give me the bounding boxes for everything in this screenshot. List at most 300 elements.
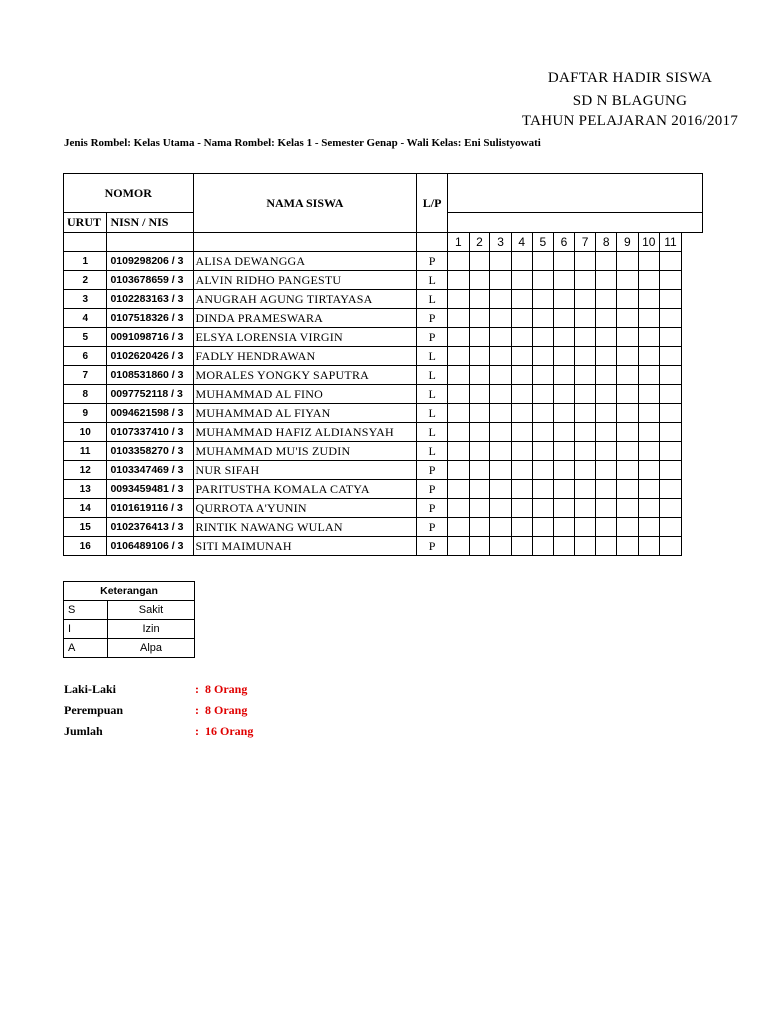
- day-number-cell: 7: [574, 233, 596, 252]
- attendance-cell: [596, 347, 617, 366]
- attendance-cell: [511, 461, 532, 480]
- attendance-cell: [469, 404, 490, 423]
- attendance-cell: [574, 290, 596, 309]
- student-name: MUHAMMAD AL FIYAN: [193, 404, 417, 423]
- student-nisn: 0103347469 / 3: [107, 461, 193, 480]
- attendance-cell: [638, 290, 659, 309]
- attendance-cell: [638, 271, 659, 290]
- student-gender: P: [417, 252, 448, 271]
- student-number: 4: [64, 309, 107, 328]
- attendance-cell: [574, 404, 596, 423]
- student-name: MORALES YONGKY SAPUTRA: [193, 366, 417, 385]
- table-row: [64, 442, 703, 461]
- attendance-cell: [659, 366, 681, 385]
- attendance-cell: [490, 518, 512, 537]
- table-row: [64, 290, 703, 309]
- attendance-cell: [511, 271, 532, 290]
- attendance-cell: [532, 499, 554, 518]
- attendance-cell: [469, 499, 490, 518]
- attendance-cell: [554, 442, 575, 461]
- attendance-cell: [511, 328, 532, 347]
- attendance-cell: [469, 537, 490, 556]
- attendance-cell: [532, 290, 554, 309]
- student-name: MUHAMMAD HAFIZ ALDIANSYAH: [193, 423, 417, 442]
- student-gender: P: [417, 499, 448, 518]
- attendance-cell: [490, 461, 512, 480]
- student-number: 1: [64, 252, 107, 271]
- student-nisn: 0103358270 / 3: [107, 442, 193, 461]
- attendance-cell: [554, 328, 575, 347]
- attendance-cell: [448, 347, 470, 366]
- attendance-cell: [574, 366, 596, 385]
- student-name: PARITUSTHA KOMALA CATYA: [193, 480, 417, 499]
- attendance-cell: [617, 404, 639, 423]
- student-gender: P: [417, 328, 448, 347]
- student-number: 16: [64, 537, 107, 556]
- attendance-cell: [659, 290, 681, 309]
- attendance-cell: [659, 347, 681, 366]
- attendance-cell: [617, 480, 639, 499]
- day-number-cell: 1: [448, 233, 470, 252]
- student-number: 7: [64, 366, 107, 385]
- attendance-cell: [554, 347, 575, 366]
- attendance-cell: [511, 423, 532, 442]
- student-number: 8: [64, 385, 107, 404]
- attendance-cell: [659, 404, 681, 423]
- lp-header: L/P: [417, 174, 448, 233]
- attendance-cell: [554, 309, 575, 328]
- attendance-cell: [574, 518, 596, 537]
- nama-header: NAMA SISWA: [193, 174, 417, 233]
- attendance-subheader: [448, 213, 703, 233]
- attendance-cell: [617, 271, 639, 290]
- attendance-cell: [490, 499, 512, 518]
- attendance-cell: [532, 423, 554, 442]
- attendance-cell: [490, 385, 512, 404]
- student-nisn: 0102283163 / 3: [107, 290, 193, 309]
- student-nisn: 0101619116 / 3: [107, 499, 193, 518]
- attendance-cell: [532, 442, 554, 461]
- attendance-cell: [448, 328, 470, 347]
- attendance-cell: [532, 461, 554, 480]
- attendance-cell: [532, 366, 554, 385]
- attendance-cell: [574, 252, 596, 271]
- attendance-cell: [469, 347, 490, 366]
- attendance-cell: [448, 252, 470, 271]
- attendance-cell: [532, 404, 554, 423]
- student-number: 6: [64, 347, 107, 366]
- attendance-cell: [448, 537, 470, 556]
- attendance-cell: [596, 271, 617, 290]
- attendance-cell: [596, 499, 617, 518]
- attendance-cell: [554, 480, 575, 499]
- attendance-cell: [469, 480, 490, 499]
- nomor-header: NOMOR: [64, 174, 194, 213]
- attendance-cell: [490, 309, 512, 328]
- attendance-cell: [574, 537, 596, 556]
- student-name: QURROTA A'YUNIN: [193, 499, 417, 518]
- attendance-cell: [659, 480, 681, 499]
- attendance-cell: [490, 290, 512, 309]
- student-nisn: 0107337410 / 3: [107, 423, 193, 442]
- attendance-cell: [617, 423, 639, 442]
- attendance-cell: [617, 366, 639, 385]
- attendance-cell: [490, 442, 512, 461]
- attendance-cell: [511, 404, 532, 423]
- nisn-header: NISN / NIS: [107, 213, 193, 233]
- table-row: [64, 537, 703, 556]
- attendance-cell: [532, 328, 554, 347]
- day-number-cell: 4: [511, 233, 532, 252]
- attendance-cell: [617, 537, 639, 556]
- student-gender: L: [417, 385, 448, 404]
- attendance-cell: [574, 461, 596, 480]
- attendance-cell: [659, 252, 681, 271]
- attendance-cell: [469, 423, 490, 442]
- attendance-cell: [596, 442, 617, 461]
- attendance-cell: [532, 518, 554, 537]
- summary-value: 16 Orang: [205, 724, 254, 738]
- student-number: 15: [64, 518, 107, 537]
- attendance-cell: [511, 537, 532, 556]
- student-nisn: 0093459481 / 3: [107, 480, 193, 499]
- attendance-cell: [490, 366, 512, 385]
- student-number: 13: [64, 480, 107, 499]
- student-nisn: 0097752118 / 3: [107, 385, 193, 404]
- attendance-cell: [511, 252, 532, 271]
- school-name: SD N BLAGUNG: [572, 93, 688, 109]
- summary-female: [64, 703, 247, 718]
- student-name: MUHAMMAD AL FINO: [193, 385, 417, 404]
- attendance-cell: [469, 290, 490, 309]
- attendance-cell: [448, 309, 470, 328]
- attendance-cell: [448, 423, 470, 442]
- attendance-cell: [511, 366, 532, 385]
- table-row: [64, 480, 703, 499]
- attendance-cell: [511, 347, 532, 366]
- attendance-cell: [596, 461, 617, 480]
- student-nisn: 0108531860 / 3: [107, 366, 193, 385]
- attendance-cell: [469, 328, 490, 347]
- attendance-cell: [638, 461, 659, 480]
- attendance-cell: [448, 480, 470, 499]
- summary-label: Laki-Laki: [64, 682, 117, 696]
- attendance-cell: [659, 328, 681, 347]
- student-name: RINTIK NAWANG WULAN: [193, 518, 417, 537]
- attendance-cell: [596, 423, 617, 442]
- attendance-cell: [617, 328, 639, 347]
- attendance-sheet: [63, 173, 703, 556]
- student-name: MUHAMMAD MU'IS ZUDIN: [193, 442, 417, 461]
- day-number-cell: 10: [638, 233, 659, 252]
- attendance-cell: [596, 290, 617, 309]
- student-nisn: 0102620426 / 3: [107, 347, 193, 366]
- day-number-cell: 11: [659, 233, 681, 252]
- attendance-cell: [532, 271, 554, 290]
- attendance-cell: [638, 499, 659, 518]
- document-title: DAFTAR HADIR SISWA: [547, 70, 713, 86]
- attendance-cell: [638, 385, 659, 404]
- student-number: 11: [64, 442, 107, 461]
- attendance-cell: [554, 385, 575, 404]
- academic-year: TAHUN PELAJARAN 2016/2017: [521, 113, 739, 129]
- legend-row: [64, 639, 195, 658]
- student-number: 10: [64, 423, 107, 442]
- attendance-cell: [638, 423, 659, 442]
- attendance-cell: [511, 290, 532, 309]
- attendance-cell: [511, 309, 532, 328]
- attendance-cell: [638, 442, 659, 461]
- attendance-cell: [659, 518, 681, 537]
- table-row: [64, 347, 703, 366]
- student-name: ALISA DEWANGGA: [193, 252, 417, 271]
- student-gender: L: [417, 347, 448, 366]
- student-nisn: 0091098716 / 3: [107, 328, 193, 347]
- attendance-cell: [554, 252, 575, 271]
- student-nisn: 0109298206 / 3: [107, 252, 193, 271]
- attendance-table: [63, 173, 703, 556]
- attendance-cell: [659, 499, 681, 518]
- attendance-cell: [469, 309, 490, 328]
- attendance-cell: [617, 309, 639, 328]
- blank-cell: [64, 233, 107, 252]
- table-row: [64, 404, 703, 423]
- student-name: SITI MAIMUNAH: [193, 537, 417, 556]
- legend-row: [64, 620, 195, 639]
- table-row: [64, 423, 703, 442]
- attendance-cell: [448, 461, 470, 480]
- attendance-cell: [448, 499, 470, 518]
- attendance-cell: [596, 252, 617, 271]
- attendance-cell: [554, 461, 575, 480]
- attendance-cell: [511, 480, 532, 499]
- student-gender: L: [417, 271, 448, 290]
- table-row: [64, 328, 703, 347]
- student-number: 2: [64, 271, 107, 290]
- attendance-cell: [617, 290, 639, 309]
- day-number-cell: 2: [469, 233, 490, 252]
- blank-cell: [193, 233, 417, 252]
- student-name: ANUGRAH AGUNG TIRTAYASA: [193, 290, 417, 309]
- attendance-cell: [659, 309, 681, 328]
- student-nisn: 0107518326 / 3: [107, 309, 193, 328]
- legend-label: Sakit: [108, 601, 195, 620]
- student-name: NUR SIFAH: [193, 461, 417, 480]
- table-row: [64, 461, 703, 480]
- day-number-cell: 9: [617, 233, 639, 252]
- attendance-cell: [596, 328, 617, 347]
- table-row: [64, 385, 703, 404]
- attendance-cell: [659, 385, 681, 404]
- legend-label: Izin: [108, 620, 195, 639]
- table-row: [64, 252, 703, 271]
- legend-code: I: [64, 620, 108, 639]
- day-number-cell: 6: [554, 233, 575, 252]
- summary-label: Perempuan: [64, 703, 124, 717]
- attendance-cell: [448, 290, 470, 309]
- attendance-cell: [490, 537, 512, 556]
- attendance-cell: [638, 404, 659, 423]
- summary-value: 8 Orang: [205, 682, 248, 696]
- day-number-cell: 8: [596, 233, 617, 252]
- attendance-cell: [638, 480, 659, 499]
- attendance-cell: [532, 537, 554, 556]
- blank-cell: [107, 233, 193, 252]
- attendance-cell: [638, 347, 659, 366]
- summary-total: [64, 724, 253, 739]
- attendance-cell: [448, 385, 470, 404]
- attendance-cell: [554, 537, 575, 556]
- student-name: ALVIN RIDHO PANGESTU: [193, 271, 417, 290]
- attendance-cell: [638, 366, 659, 385]
- table-row: [64, 366, 703, 385]
- attendance-cell: [554, 518, 575, 537]
- attendance-cell: [448, 518, 470, 537]
- student-gender: P: [417, 461, 448, 480]
- attendance-cell: [554, 404, 575, 423]
- legend-row: [64, 601, 195, 620]
- student-number: 12: [64, 461, 107, 480]
- attendance-cell: [638, 328, 659, 347]
- attendance-cell: [490, 252, 512, 271]
- legend-title: Keterangan: [64, 582, 195, 601]
- attendance-cell: [511, 499, 532, 518]
- table-row: [64, 518, 703, 537]
- attendance-cell: [532, 385, 554, 404]
- student-number: 5: [64, 328, 107, 347]
- attendance-cell: [469, 442, 490, 461]
- attendance-cell: [617, 347, 639, 366]
- attendance-cell: [574, 328, 596, 347]
- attendance-cell: [574, 347, 596, 366]
- student-gender: L: [417, 366, 448, 385]
- attendance-cell: [532, 347, 554, 366]
- attendance-cell: [490, 423, 512, 442]
- day-number-cell: 3: [490, 233, 512, 252]
- attendance-cell: [638, 537, 659, 556]
- legend-table: [63, 581, 195, 658]
- attendance-cell: [596, 537, 617, 556]
- attendance-cell: [448, 366, 470, 385]
- attendance-cell: [554, 423, 575, 442]
- attendance-cell: [469, 252, 490, 271]
- attendance-cell: [448, 404, 470, 423]
- student-gender: L: [417, 423, 448, 442]
- student-gender: L: [417, 290, 448, 309]
- student-name: DINDA PRAMESWARA: [193, 309, 417, 328]
- class-info: Jenis Rombel: Kelas Utama - Nama Rombel: Kelas 1 - Semester Genap - Wali Kelas: Eni Sulistyowati: [64, 137, 541, 149]
- attendance-cell: [659, 423, 681, 442]
- attendance-cell: [638, 518, 659, 537]
- attendance-cell: [574, 480, 596, 499]
- table-row: [64, 499, 703, 518]
- attendance-cell: [574, 423, 596, 442]
- legend-code: S: [64, 601, 108, 620]
- attendance-cell: [469, 366, 490, 385]
- attendance-cell: [511, 518, 532, 537]
- attendance-cell: [596, 309, 617, 328]
- attendance-cell: [490, 480, 512, 499]
- attendance-cell: [596, 366, 617, 385]
- attendance-cell: [617, 442, 639, 461]
- student-number: 14: [64, 499, 107, 518]
- blank-cell: [417, 233, 448, 252]
- student-nisn: 0102376413 / 3: [107, 518, 193, 537]
- attendance-cell: [574, 385, 596, 404]
- attendance-cell: [490, 271, 512, 290]
- student-gender: L: [417, 442, 448, 461]
- attendance-cell: [659, 537, 681, 556]
- attendance-cell: [554, 271, 575, 290]
- attendance-cell: [617, 252, 639, 271]
- attendance-cell: [532, 480, 554, 499]
- attendance-cell: [469, 385, 490, 404]
- attendance-cell: [448, 271, 470, 290]
- student-number: 3: [64, 290, 107, 309]
- student-gender: L: [417, 404, 448, 423]
- attendance-cell: [469, 461, 490, 480]
- student-gender: P: [417, 518, 448, 537]
- attendance-cell: [617, 461, 639, 480]
- attendance-cell: [596, 518, 617, 537]
- student-name: ELSYA LORENSIA VIRGIN: [193, 328, 417, 347]
- summary-colon: :: [195, 703, 199, 717]
- student-gender: P: [417, 309, 448, 328]
- student-gender: P: [417, 480, 448, 499]
- attendance-cell: [554, 366, 575, 385]
- attendance-cell: [532, 309, 554, 328]
- attendance-cell: [511, 442, 532, 461]
- student-nisn: 0106489106 / 3: [107, 537, 193, 556]
- attendance-cell: [659, 461, 681, 480]
- summary-colon: :: [195, 682, 199, 696]
- attendance-cell: [448, 442, 470, 461]
- attendance-cell: [659, 271, 681, 290]
- attendance-date-header: [448, 174, 703, 213]
- student-name: FADLY HENDRAWAN: [193, 347, 417, 366]
- legend-code: A: [64, 639, 108, 658]
- attendance-cell: [596, 404, 617, 423]
- attendance-cell: [617, 499, 639, 518]
- attendance-cell: [638, 309, 659, 328]
- attendance-cell: [638, 252, 659, 271]
- attendance-cell: [490, 404, 512, 423]
- summary-male: [64, 682, 247, 697]
- student-nisn: 0094621598 / 3: [107, 404, 193, 423]
- attendance-cell: [490, 328, 512, 347]
- table-row: [64, 271, 703, 290]
- attendance-cell: [617, 518, 639, 537]
- attendance-cell: [574, 499, 596, 518]
- attendance-cell: [532, 252, 554, 271]
- summary-label: Jumlah: [64, 724, 103, 738]
- student-nisn: 0103678659 / 3: [107, 271, 193, 290]
- attendance-cell: [469, 271, 490, 290]
- attendance-cell: [596, 480, 617, 499]
- attendance-cell: [469, 518, 490, 537]
- student-number: 9: [64, 404, 107, 423]
- attendance-cell: [596, 385, 617, 404]
- attendance-cell: [659, 442, 681, 461]
- day-number-cell: 5: [532, 233, 554, 252]
- summary-value: 8 Orang: [205, 703, 248, 717]
- attendance-cell: [574, 271, 596, 290]
- attendance-cell: [511, 385, 532, 404]
- attendance-cell: [490, 347, 512, 366]
- student-gender: P: [417, 537, 448, 556]
- attendance-cell: [574, 442, 596, 461]
- table-row: [64, 309, 703, 328]
